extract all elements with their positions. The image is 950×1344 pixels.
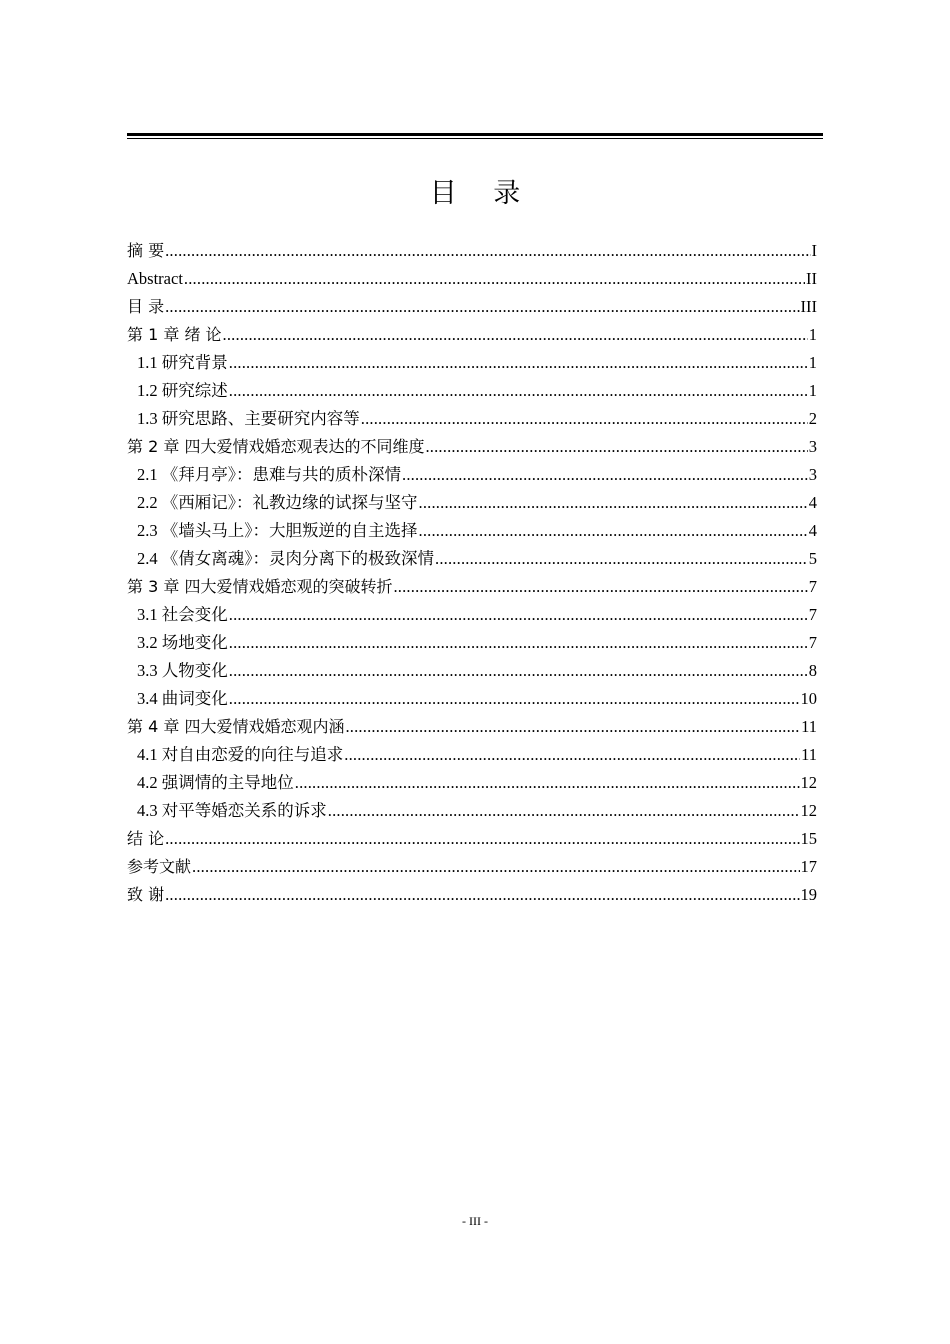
toc-entry-label: 1.2 研究综述 (137, 381, 228, 400)
toc-dot-leader (344, 741, 800, 769)
toc-entry-page-number: 12 (800, 773, 817, 792)
toc-dot-leader (165, 825, 799, 853)
toc-title: 目 录 (429, 178, 535, 209)
toc-entry-label: 第 2 章 四大爱情戏婚恋观表达的不同维度 (127, 437, 425, 456)
toc-entry-page-number: 15 (800, 829, 817, 848)
toc-entry[interactable] (127, 629, 817, 657)
toc-entry-page-number: 11 (801, 745, 817, 764)
toc-entry-page-number: 1 (808, 353, 817, 372)
toc-entry[interactable] (127, 265, 817, 293)
toc-entry[interactable] (127, 517, 817, 545)
toc-entry-label: 4.3 对平等婚恋关系的诉求 (137, 801, 327, 820)
toc-entry[interactable] (127, 853, 817, 881)
toc-entry-label: Abstract (127, 269, 183, 288)
toc-entry[interactable] (127, 237, 817, 265)
toc-entry-page-number: 4 (808, 493, 817, 512)
toc-entry-page-number: 4 (808, 521, 817, 540)
toc-entry-page-number: 12 (800, 801, 817, 820)
toc-entry[interactable] (127, 825, 817, 853)
toc-entry[interactable] (127, 797, 817, 825)
toc-entry-label: 1.3 研究思路、主要研究内容等 (137, 409, 360, 428)
toc-entry[interactable] (127, 657, 817, 685)
toc-entry-page-number: 1 (808, 325, 817, 344)
toc-entry-page-number: 3 (808, 465, 817, 484)
toc-dot-leader (229, 377, 808, 405)
header-rule-thin (127, 138, 823, 139)
toc-dot-leader (165, 293, 799, 321)
toc-entry[interactable] (127, 433, 817, 461)
toc-entry-label: 1.1 研究背景 (137, 353, 228, 372)
toc-dot-leader (419, 489, 808, 517)
toc-entry[interactable] (127, 769, 817, 797)
toc-dot-leader (393, 573, 807, 601)
toc-entry[interactable] (127, 713, 817, 741)
toc-entry[interactable] (127, 405, 817, 433)
toc-entry[interactable] (127, 489, 817, 517)
toc-entry-label: 2.2 《西厢记》：礼教边缘的试探与坚守 (137, 493, 418, 512)
toc-entry-label: 第 1 章 绪 论 (127, 325, 222, 344)
toc-entry-page-number: 7 (808, 633, 817, 652)
toc-entry[interactable] (127, 349, 817, 377)
toc-entry-page-number: II (806, 269, 817, 288)
toc-dot-leader (229, 349, 808, 377)
toc-entry-label: 2.4 《倩女离魂》：灵肉分离下的极致深情 (137, 549, 434, 568)
toc-entry-page-number: 1 (808, 381, 817, 400)
toc-entry-label: 结 论 (127, 829, 165, 848)
toc-dot-leader (165, 237, 810, 265)
toc-entry-page-number: 19 (800, 885, 817, 904)
toc-dot-leader (435, 545, 808, 573)
toc-entry[interactable] (127, 601, 817, 629)
toc-dot-leader (425, 433, 807, 461)
toc-entry-page-number: 2 (808, 409, 817, 428)
page-number-footer: - III - (462, 1214, 488, 1228)
toc-entry[interactable] (127, 685, 817, 713)
toc-entry-label: 第 4 章 四大爱情戏婚恋观内涵 (127, 717, 345, 736)
toc-entry-page-number: I (811, 241, 817, 260)
toc-entry[interactable] (127, 545, 817, 573)
toc-entry[interactable] (127, 377, 817, 405)
toc-dot-leader (419, 517, 808, 545)
toc-dot-leader (223, 321, 808, 349)
toc-entry-label: 参考文献 (127, 857, 192, 876)
toc-entry-page-number: 10 (800, 689, 817, 708)
toc-entry-label: 目 录 (127, 297, 165, 316)
toc-dot-leader (165, 881, 799, 909)
toc-entry-page-number: 5 (808, 549, 817, 568)
header-rule-thick (127, 133, 823, 136)
toc-dot-leader (328, 797, 800, 825)
toc-entry[interactable] (127, 321, 817, 349)
toc-dot-leader (229, 601, 808, 629)
toc-dot-leader (361, 405, 808, 433)
toc-entry-label: 致 谢 (127, 885, 165, 904)
toc-dot-leader (229, 657, 808, 685)
toc-entry-page-number: 3 (808, 437, 817, 456)
toc-dot-leader (184, 265, 805, 293)
toc-entry-page-number: 8 (808, 661, 817, 680)
toc-entry-label: 2.1 《拜月亭》：患难与共的质朴深情 (137, 465, 401, 484)
toc-entry-label: 第 3 章 四大爱情戏婚恋观的突破转折 (127, 577, 393, 596)
header-double-rule (127, 133, 823, 139)
toc-entry-page-number: III (800, 297, 817, 316)
toc-entry-label: 2.3 《墙头马上》：大胆叛逆的自主选择 (137, 521, 418, 540)
toc-entry-label: 3.3 人物变化 (137, 661, 228, 680)
toc-entry-label: 3.4 曲词变化 (137, 689, 228, 708)
toc-dot-leader (229, 685, 800, 713)
toc-dot-leader (295, 769, 800, 797)
toc-dot-leader (402, 461, 808, 489)
toc-dot-leader (192, 853, 799, 881)
toc-dot-leader (345, 713, 800, 741)
toc-entry-label: 摘 要 (127, 241, 165, 260)
toc-entry[interactable] (127, 741, 817, 769)
toc-entry[interactable] (127, 881, 817, 909)
toc-entry-label: 3.2 场地变化 (137, 633, 228, 652)
toc-dot-leader (229, 629, 808, 657)
toc-entry-page-number: 11 (801, 717, 817, 736)
toc-entry[interactable] (127, 293, 817, 321)
toc-entry-label: 3.1 社会变化 (137, 605, 228, 624)
toc-entry-page-number: 7 (808, 605, 817, 624)
toc-entry-page-number: 7 (808, 577, 817, 596)
toc-entry[interactable] (127, 573, 817, 601)
toc-entry-page-number: 17 (800, 857, 817, 876)
toc-entry[interactable] (127, 461, 817, 489)
toc-list (127, 237, 817, 909)
toc-entry-label: 4.2 强调情的主导地位 (137, 773, 294, 792)
toc-entry-label: 4.1 对自由恋爱的向往与追求 (137, 745, 344, 764)
